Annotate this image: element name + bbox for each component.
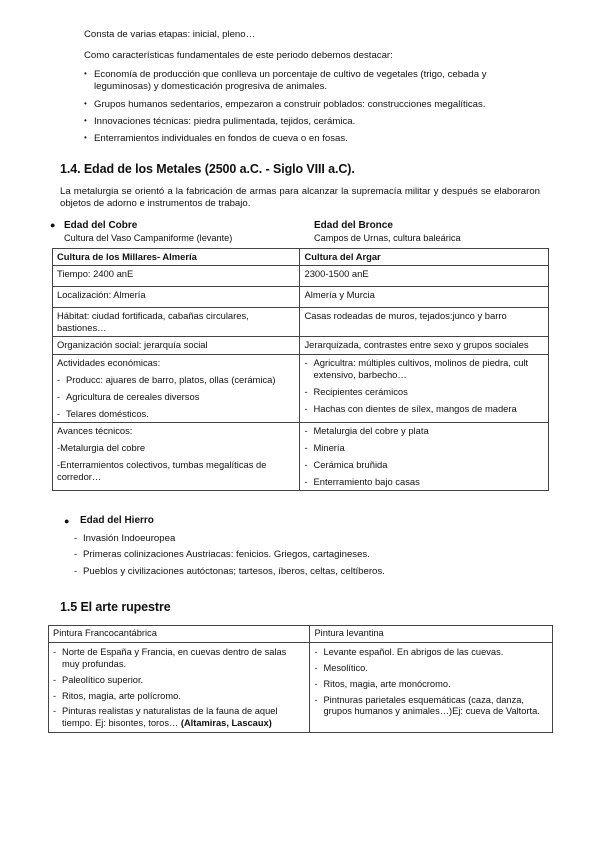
bronce-subtitle: Campos de Urnas, cultura baleárica [314,233,461,243]
list-item: - Metalurgia del cobre y plata [304,425,544,437]
table-cell [53,355,300,423]
list-item: - Mesolítico. [314,663,548,675]
metales-paragraph: La metalurgia se orientó a la fabricación de armas para alcanzar la supremacía militar y después se elaboraron objetos de adorno e instrumentos de trabajo. [60,186,540,210]
list-item: - Enterramiento bajo casas [304,476,544,488]
hierro-title: Edad del Hierro [80,515,154,526]
cell-list [304,357,544,415]
hierro-list [74,533,514,582]
list-item: - Pueblos y civilizaciones autóctonas; tartesos, íberos, celtas, celtíberos. [74,566,514,578]
list-item: - Invasión Indoeuropea [74,533,514,545]
metales-table [52,248,549,491]
table-cell [300,423,549,491]
bullet-icon: ● [50,220,56,230]
cell-list [53,647,305,730]
table-row [53,266,549,287]
table-cell [300,355,549,423]
table-cell: Casas rodeadas de muros, tejados:junco y barro [300,308,549,337]
intro-bullets [84,69,524,150]
bronce-title: Edad del Bronce [314,220,393,231]
list-item: - Telares domésticos. [57,408,295,420]
cobre-subtitle: Cultura del Vaso Campaniforme (levante) [64,233,233,243]
cell-title: Actividades económicas: [57,357,161,369]
list-item: • Grupos humanos sedentarios, empezaron a construir poblados: construcciones megalíticas. [84,99,524,111]
table-cell: Almería y Murcia [300,287,549,308]
table-cell: Organización social: jerarquía social [53,337,300,355]
table-cell [310,642,553,732]
list-item [53,706,305,730]
arte-table [48,625,553,733]
cell-list [304,425,544,488]
cell-list [57,374,295,420]
bullet-icon: ● [64,516,70,526]
table-row [53,355,549,423]
list-item: - Agricultura de cereales diversos [57,391,295,403]
table-row [49,642,553,732]
list-item: - Minería [304,442,544,454]
intro-line-1: Consta de varias etapas: inicial, pleno… [84,29,256,40]
list-item: - Primeras colinizaciones Austriacas: fenicios. Griegos, cartagineses. [74,549,514,561]
table-header-row [49,626,553,643]
table-header-row [53,249,549,266]
list-item: - Levante español. En abrigos de las cuevas. [314,647,548,659]
list-item: - Ritos, magia, arte polícromo. [53,691,305,703]
list-item: • Economía de producción que conlleva un porcentaje de cultivo de vegetales (trigo, cebada y leguminosas) y domesticación progresiva de animales. [84,69,524,94]
list-item-text: Pinturas realistas y naturalistas de la fauna de aquel tiempo. Ej: bisontes, toros… [62,706,278,729]
table-header-cell: Pintura levantina [310,626,553,643]
cell-title: Avances técnicos: [57,425,133,437]
list-item: - Hachas con dientes de sílex, mangos de madera [304,403,544,415]
list-item: - Producc: ajuares de barro, platos, ollas (cerámica) [57,374,295,386]
table-cell: Hábitat: ciudad fortificada, cabañas circulares, bastiones… [53,308,300,337]
list-item: • Enterramientos individuales en fondos de cueva o en fosas. [84,133,524,145]
cell-list [314,647,548,718]
table-cell [53,423,300,491]
cell-line: -Metalurgia del cobre [57,442,146,454]
list-item: - Agricultra: múltiples cultivos, molinos de piedra, cult extensivo, barbecho… [304,357,544,381]
table-cell: Jerarquizada, contrastes entre sexo y grupos sociales [300,337,549,355]
list-item: - Recipientes cerámicos [304,386,544,398]
table-header-cell: Pintura Francocantábrica [49,626,310,643]
list-item: - Paleolítico superior. [53,675,305,687]
list-item: • Innovaciones técnicas: piedra pulimentada, tejidos, cerámica. [84,116,524,128]
table-row [53,337,549,355]
list-item: - Ritos, magia, arte monócromo. [314,679,548,691]
table-cell: 2300-1500 anE [300,266,549,287]
list-item: - Cerámica bruñida [304,459,544,471]
table-row [53,423,549,491]
table-cell [49,642,310,732]
list-item: - Pintnuras parietales esquemáticas (caza, danza, grupos humanos y animales…)Ej: cueva de Valtorta. [314,695,548,719]
list-item: - Norte de España y Francia, en cuevas dentro de salas muy profundas. [53,647,305,671]
table-header-cell: Cultura del Argar [300,249,549,266]
table-cell: Localización: Almería [53,287,300,308]
cell-line: -Enterramientos colectivos, tumbas megalíticas de corredor… [57,459,267,483]
table-row [53,308,549,337]
section-heading-arte: 1.5 El arte rupestre [60,600,171,614]
cobre-title: Edad del Cobre [64,220,138,231]
table-header-cell: Cultura de los Millares- Almería [53,249,300,266]
section-heading-metales: 1.4. Edad de los Metales (2500 a.C. - Siglo VIII a.C). [60,162,355,176]
table-row [53,287,549,308]
table-cell: Tiempo: 2400 anE [53,266,300,287]
examples-bold: (Altamiras, Lascaux) [180,718,272,729]
intro-line-2: Como características fundamentales de este periodo debemos destacar: [84,50,393,61]
